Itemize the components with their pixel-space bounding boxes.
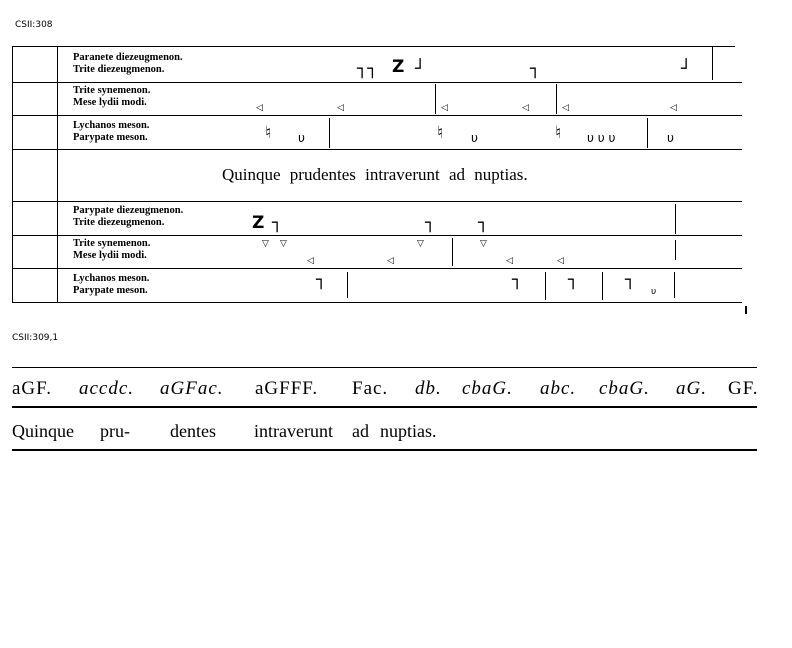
barline	[452, 238, 453, 266]
sequence-item: abc.	[540, 378, 577, 399]
barline	[435, 84, 436, 114]
word: pru-	[100, 421, 130, 441]
barline	[347, 272, 348, 298]
notation-symbol: υ	[667, 131, 674, 145]
notation-symbol: ◁	[307, 256, 314, 266]
barline	[745, 306, 747, 314]
notation-symbol: ▽	[480, 239, 487, 249]
rule	[12, 268, 742, 269]
barline	[545, 272, 546, 300]
word: intraverunt	[254, 421, 333, 441]
rule	[12, 82, 742, 83]
sequence-item: GF.	[728, 378, 759, 399]
word: nuptias.	[380, 421, 437, 441]
barline	[675, 240, 676, 260]
sequence-item: accdc.	[79, 378, 135, 399]
sequence-item: aG.	[676, 378, 707, 399]
notation-symbol: ▽	[280, 239, 287, 249]
row-label: Lychanos meson. Parypate meson.	[73, 120, 150, 143]
notation-symbol: ┘	[681, 59, 692, 79]
notation-symbol: ◁	[387, 256, 394, 266]
row-label: Paranete diezeugmenon. Trite diezeugmenon.	[73, 52, 183, 75]
notation-symbol: ┘	[415, 59, 426, 79]
row-label: Parypate diezeugmenon. Trite diezeugmenon.	[73, 205, 184, 228]
reference-label-top: CSII:308	[15, 20, 53, 30]
word: Quinque	[12, 421, 74, 441]
reference-label-bottom: CSII:309,1	[12, 333, 59, 343]
rule	[12, 302, 742, 303]
rule	[12, 46, 13, 302]
barline	[674, 272, 675, 298]
lyric-text: Quinque prudentes intraverunt ad nuptias.	[222, 165, 528, 184]
notation-symbol: ▽	[262, 239, 269, 249]
notation-symbol: ◁	[256, 103, 263, 113]
rule	[12, 201, 742, 202]
sequence-item: aGFFF.	[255, 378, 319, 399]
rule	[12, 46, 735, 47]
barline	[602, 272, 603, 300]
word: dentes	[170, 421, 216, 441]
notation-symbol: ♮	[555, 123, 562, 143]
word: ad	[352, 421, 369, 441]
notation-symbol: ◁	[506, 256, 513, 266]
barline	[329, 118, 330, 148]
notation-symbol: ♮	[437, 123, 444, 143]
row-label: Lychanos meson. Parypate meson.	[73, 273, 150, 296]
sequence-item: cbaG.	[462, 378, 513, 399]
rule	[12, 449, 757, 451]
notation-symbol: υ	[298, 131, 305, 145]
notation-symbol: ♮	[265, 123, 272, 143]
rule	[12, 149, 742, 150]
notation-symbol: Z	[252, 213, 265, 233]
rule	[57, 46, 58, 302]
rule	[12, 406, 757, 408]
sequence-item: cbaG.	[599, 378, 650, 399]
notation-symbol: ◁	[337, 103, 344, 113]
rule	[12, 115, 742, 116]
notation-symbol: ┐	[530, 59, 541, 79]
rule	[12, 367, 757, 368]
row-label: Trite synemenon. Mese lydii modi.	[73, 85, 151, 108]
barline	[647, 118, 648, 148]
notation-symbol: ┐┐	[357, 59, 378, 79]
sequence-item: Fac.	[352, 378, 389, 399]
row-label: Trite synemenon. Mese lydii modi.	[73, 238, 151, 261]
notation-symbol: υ υ υ	[587, 131, 616, 145]
notation-symbol: ┐	[425, 213, 436, 233]
notation-symbol: Z	[392, 57, 405, 77]
notation-symbol: ◁	[557, 256, 564, 266]
notation-symbol: ┐	[512, 270, 523, 290]
notation-symbol: υ	[471, 131, 478, 145]
barline	[712, 46, 713, 80]
notation-symbol: ┐	[316, 270, 327, 290]
notation-symbol: υ	[651, 287, 657, 297]
notation-symbol: ◁	[670, 103, 677, 113]
notation-symbol: ┐	[478, 213, 489, 233]
notation-symbol: ◁	[441, 103, 448, 113]
barline	[556, 84, 557, 114]
rule	[12, 235, 742, 236]
barline	[675, 204, 676, 234]
notation-symbol: ◁	[522, 103, 529, 113]
notation-symbol: ▽	[417, 239, 424, 249]
notation-symbol: ◁	[562, 103, 569, 113]
notation-symbol: ┐	[625, 270, 636, 290]
sequence-item: aGFac.	[160, 378, 224, 399]
notation-symbol: ┐	[568, 270, 579, 290]
sequence-item: db.	[415, 378, 442, 399]
sequence-item: aGF.	[12, 378, 52, 399]
notation-symbol: ┐	[272, 213, 283, 233]
